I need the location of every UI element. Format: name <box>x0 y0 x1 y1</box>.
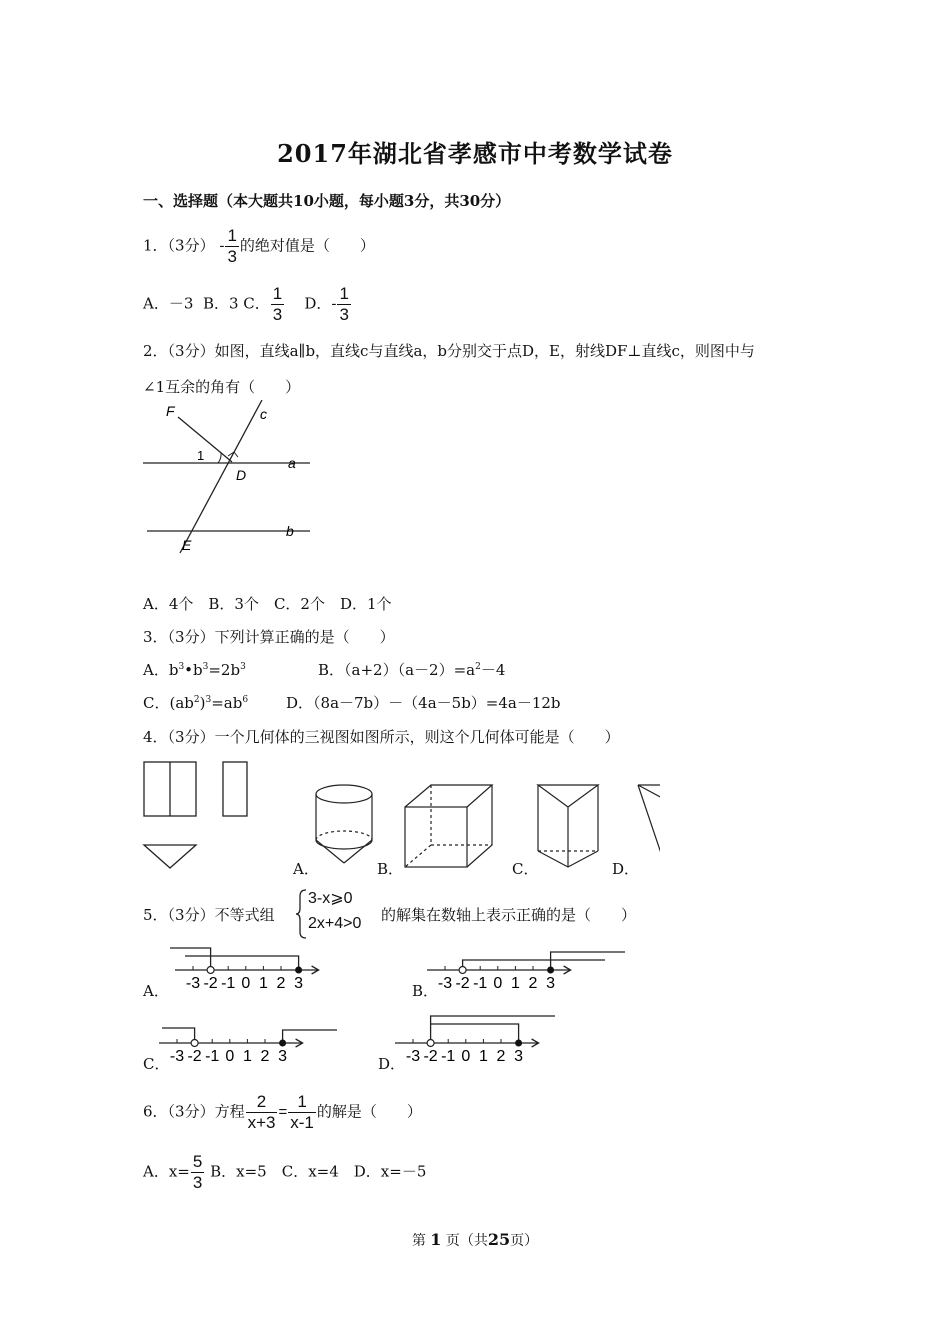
q5-inequality-1: 3-x⩾0 <box>308 890 353 907</box>
label-a: a <box>288 455 296 471</box>
tick-label: -3 <box>405 1048 421 1065</box>
q3c-e3: 6 <box>242 695 249 705</box>
solution-ray <box>551 952 625 970</box>
q5-label-b: B． <box>412 982 439 1000</box>
q5-inequality-2: 2x+4>0 <box>308 915 362 932</box>
ray-df <box>178 417 232 462</box>
q3a-2: •b <box>184 661 203 679</box>
label-e: E <box>182 537 192 553</box>
tick-label: 1 <box>258 975 268 992</box>
q1-optc-num: 1 <box>272 284 283 303</box>
label-c: c <box>260 406 267 422</box>
tick-label: -2 <box>187 1048 202 1065</box>
q6-option-a: A．x= <box>143 1162 190 1181</box>
q3a-3: =2b <box>208 661 241 679</box>
q4-label-b: B． <box>377 860 404 878</box>
tick-label: 0 <box>241 975 251 992</box>
tick-label: 1 <box>510 975 520 992</box>
tick-label: 3 <box>514 1048 524 1065</box>
label-d: D <box>236 467 247 483</box>
option-c-solid <box>538 785 598 867</box>
page-title: 2017年湖北省孝感市中考数学试卷 <box>277 139 673 168</box>
label-b: b <box>286 523 294 539</box>
q1-frac-num: 1 <box>227 226 237 245</box>
q3c-3: =ab <box>211 694 243 712</box>
q1-option-a: A．－3 <box>143 294 194 313</box>
q6-equals: = <box>278 1103 288 1121</box>
number-line-b <box>427 952 625 992</box>
q3-option-b <box>318 659 505 680</box>
q1-options <box>143 284 352 325</box>
label-f: F <box>166 403 175 419</box>
q3c-e1: 2 <box>193 695 200 705</box>
tick-label: -1 <box>473 975 488 992</box>
three-view-drawing <box>144 762 247 868</box>
q2-line-2: ∠1互余的角有（ ） <box>143 378 301 396</box>
q1-suffix: 的绝对值是（ ） <box>239 236 375 255</box>
q1-optc-den: 3 <box>272 305 283 324</box>
tick-label: 0 <box>225 1048 235 1065</box>
q3a-e3: 3 <box>240 662 246 672</box>
q1-option-d: D．- <box>304 294 337 313</box>
q5-label-c: C． <box>143 1055 170 1073</box>
q4-label-c: C． <box>512 860 539 878</box>
q3c-1: C．(ab <box>143 694 194 712</box>
q1-option-b: B．3 <box>202 294 239 313</box>
q1-fraction <box>225 226 238 267</box>
open-point <box>459 967 466 974</box>
q3b-e: 2 <box>475 662 481 672</box>
tick-label: -2 <box>203 975 218 992</box>
q1-option-c: C． <box>243 294 270 313</box>
q1-optd-num: 1 <box>339 284 349 303</box>
q1-optd-den: 3 <box>339 305 349 324</box>
q3-option-a <box>143 659 246 680</box>
open-point <box>207 967 214 974</box>
q3b-2: －4 <box>480 661 506 679</box>
q5-label-d: D． <box>378 1055 406 1073</box>
q6-r-den: x-1 <box>290 1113 314 1132</box>
q5-stem-suffix: 的解集在数轴上表示正确的是（ ） <box>381 906 637 924</box>
tick-label: 3 <box>278 1048 288 1065</box>
q6-left-fraction <box>246 1092 278 1133</box>
closed-point <box>279 1040 286 1047</box>
line-c <box>180 400 262 553</box>
solution-ray <box>431 1016 555 1043</box>
q2-line-1: 2．（3分）如图，直线a∥b，直线c与直线a，b分别交于点D，E，射线DF⊥直线c，则图中与 <box>143 342 755 360</box>
tick-label: 1 <box>242 1048 252 1065</box>
open-point <box>191 1040 198 1047</box>
closed-point <box>295 967 302 974</box>
tick-label: -1 <box>205 1048 220 1065</box>
option-a-solid <box>316 785 372 863</box>
question-6 <box>143 1092 422 1133</box>
tick-label: 3 <box>294 975 304 992</box>
footer-total-pages: 25 <box>487 1230 511 1249</box>
solution-ray <box>463 960 605 970</box>
solution-ray <box>170 948 211 970</box>
tick-label: -1 <box>221 975 236 992</box>
tick-label: -2 <box>423 1048 438 1065</box>
q5-stem-prefix: 5．（3分）不等式组 <box>143 906 275 924</box>
q3-option-d: D．（8a－7b）－（4a－5b）=4a－12b <box>286 694 561 712</box>
q6-l-den: x+3 <box>247 1113 276 1132</box>
tick-label: -3 <box>185 975 201 992</box>
q6-prefix: 6．（3分）方程 <box>143 1102 245 1121</box>
tick-label: 0 <box>461 1048 471 1065</box>
footer-pre: 第 <box>411 1233 426 1249</box>
q6-options <box>143 1152 426 1193</box>
solution-ray <box>431 1024 519 1043</box>
label-1: 1 <box>197 448 205 463</box>
q3b-1: B．（a+2）（a－2）=a <box>318 661 476 679</box>
q4-label-a: A． <box>293 860 319 878</box>
option-d-solid <box>638 785 660 868</box>
solution-ray <box>185 956 299 970</box>
tick-label: 0 <box>493 975 503 992</box>
q3a-e1: 3 <box>178 662 185 672</box>
option-b-solid <box>405 785 492 867</box>
number-line-a <box>170 948 319 992</box>
solution-ray <box>283 1030 337 1043</box>
tick-label: 1 <box>478 1048 488 1065</box>
q6-options-rest: B．x=5 C．x=4 D．x=－5 <box>210 1162 427 1181</box>
q3c-2: ) <box>199 694 206 712</box>
q6-l-num: 2 <box>246 1092 278 1113</box>
q1-prefix: 1．（3分） - <box>143 236 225 255</box>
tick-label: -3 <box>437 975 453 992</box>
q2-figure <box>140 400 310 560</box>
tick-label: 3 <box>546 975 556 992</box>
q5-label-a: A． <box>143 982 169 1000</box>
tick-label: -2 <box>455 975 470 992</box>
number-line-d <box>395 1016 555 1065</box>
q1-option-d-fraction <box>337 284 350 325</box>
q6-option-a-fraction <box>191 1152 204 1193</box>
closed-point <box>547 967 554 974</box>
tick-label: 2 <box>528 975 538 992</box>
footer-mid: 页（共 <box>445 1233 488 1249</box>
angle-1-arc <box>218 453 221 463</box>
q4-stem: 4．（3分）一个几何体的三视图如图所示，则这个几何体可能是（ ） <box>143 728 620 746</box>
q3-option-c <box>143 692 248 713</box>
open-point <box>427 1040 434 1047</box>
tick-label: -1 <box>441 1048 456 1065</box>
q6-r-num: 1 <box>288 1092 316 1113</box>
q6-opta-den: 3 <box>192 1173 203 1192</box>
q5-brace <box>294 888 308 940</box>
q4-label-d: D． <box>612 860 640 878</box>
q1-frac-den: 3 <box>227 247 237 266</box>
page-footer <box>0 1230 950 1250</box>
number-line-c <box>159 1028 337 1065</box>
q6-right-fraction <box>288 1092 316 1133</box>
solution-ray <box>162 1028 195 1043</box>
q2-options: A．4个 B．3个 C．2个 D．1个 <box>143 595 392 613</box>
q3a-e2: 3 <box>202 662 209 672</box>
closed-point <box>515 1040 522 1047</box>
question-1 <box>143 226 375 267</box>
q1-option-c-fraction <box>271 284 284 325</box>
q6-suffix: 的解是（ ） <box>316 1102 422 1121</box>
q6-opta-num: 5 <box>192 1152 203 1171</box>
tick-label: 2 <box>276 975 286 992</box>
tick-label: 2 <box>496 1048 506 1065</box>
q3c-e2: 3 <box>205 695 212 705</box>
footer-post: 页） <box>510 1233 539 1249</box>
q3-stem: 3．（3分）下列计算正确的是（ ） <box>143 628 395 646</box>
section-heading: 一、选择题（本大题共10小题，每小题3分，共30分） <box>143 192 511 210</box>
tick-label: -3 <box>169 1048 185 1065</box>
q3a-1: A．b <box>143 661 179 679</box>
tick-label: 2 <box>260 1048 270 1065</box>
footer-page-number: 1 <box>430 1230 442 1249</box>
